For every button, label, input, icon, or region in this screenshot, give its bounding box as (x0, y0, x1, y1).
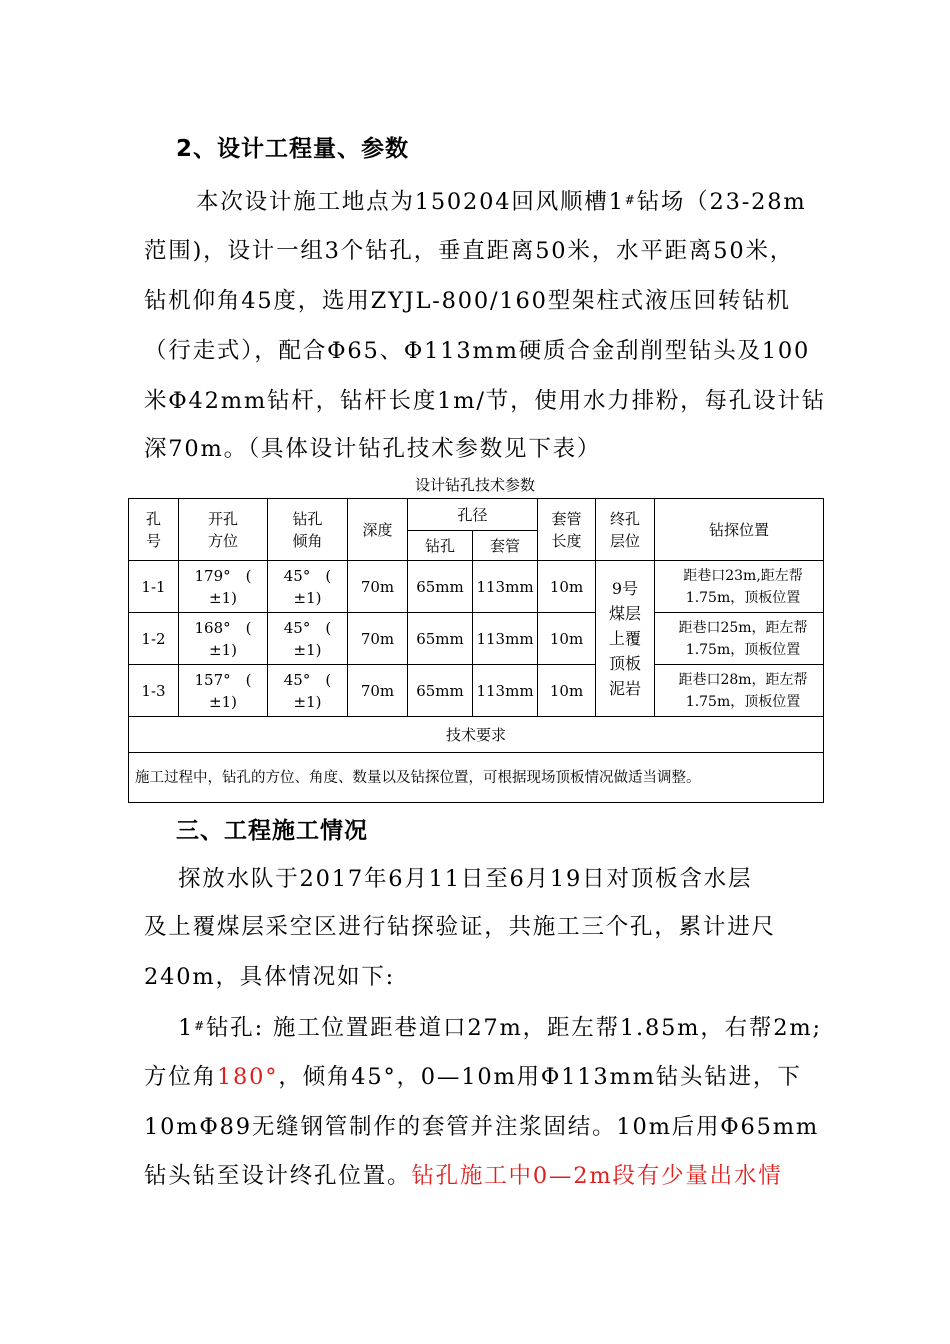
header-final-layer: 终孔 层位 (596, 499, 655, 561)
paragraph-line: 及上覆煤层采空区进行钻探验证，共施工三个孔，累计进尺 (144, 914, 776, 940)
paragraph-line: 240m，具体情况如下: (144, 964, 395, 990)
table-row (129, 561, 824, 613)
header-depth: 深度 (348, 499, 408, 561)
cell-casing-length: 10m (538, 665, 596, 717)
header-azimuth: 开孔 方位 (179, 499, 268, 561)
header-location: 钻探位置 (655, 499, 824, 561)
cell-azimuth: 168° ( ±1) (179, 613, 268, 665)
table-row (129, 613, 824, 665)
cell-casing-dia: 113mm (473, 665, 538, 717)
cell-drill-dia: 65mm (408, 561, 473, 613)
paragraph-line: 方位角180°，倾角45°，0—10m用Φ113mm钻头钻进，下 (144, 1064, 802, 1090)
paragraph-line: 探放水队于2017年6月11日至6月19日对顶板含水层 (178, 866, 753, 892)
cell-casing-length: 10m (538, 613, 596, 665)
cell-casing-dia: 113mm (473, 613, 538, 665)
cell-location: 距巷口23m,距左帮 1.75m，顶板位置 (655, 561, 824, 613)
cell-drill-dia: 65mm (408, 665, 473, 717)
paragraph-line: （行走式），配合Φ65、Φ113mm硬质合金刮削型钻头及100 (144, 338, 811, 364)
paragraph-line: 10mΦ89无缝钢管制作的套管并注浆固结。10m后用Φ65mm (144, 1114, 820, 1140)
header-inclination: 钻孔 倾角 (268, 499, 348, 561)
cell-location: 距巷口28m，距左帮 1.75m，顶板位置 (655, 665, 824, 717)
cell-casing-dia: 113mm (473, 561, 538, 613)
cell-casing-length: 10m (538, 561, 596, 613)
section-heading: 2、设计工程量、参数 (176, 136, 410, 162)
tech-requirements-text: 施工过程中，钻孔的方位、角度、数量以及钻探位置，可根据现场顶板情况做适当调整。 (129, 753, 824, 803)
cell-inclination: 45° ( ±1) (268, 665, 348, 717)
cell-depth: 70m (348, 613, 408, 665)
cell-depth: 70m (348, 561, 408, 613)
cell-hole-no: 1-1 (129, 561, 179, 613)
paragraph-line: 范围)，设计一组3个钻孔，垂直距离50米，水平距离50米， (144, 238, 795, 264)
paragraph-line: 米Φ42mm钻杆，钻杆长度1m/节，使用水力排粉，每孔设计钻 (144, 388, 826, 414)
header-hole-no: 孔 号 (129, 499, 179, 561)
header-diameter: 孔径 (408, 499, 538, 531)
cell-hole-no: 1-2 (129, 613, 179, 665)
cell-hole-no: 1-3 (129, 665, 179, 717)
header-diameter-drill: 钻孔 (408, 531, 473, 561)
highlight-red-text: 180° (216, 1064, 279, 1090)
cell-azimuth: 179° ( ±1) (179, 561, 268, 613)
cell-inclination: 45° ( ±1) (268, 613, 348, 665)
paragraph-line: 钻头钻至设计终孔位置。钻孔施工中0—2m段有少量出水情 (144, 1163, 783, 1189)
cell-depth: 70m (348, 665, 408, 717)
header-casing-length: 套管 长度 (538, 499, 596, 561)
tech-requirements-label: 技术要求 (129, 717, 824, 753)
paragraph-line: 钻机仰角45度，选用ZYJL-800/160型架柱式液压回转钻机 (144, 288, 791, 314)
table-caption: 设计钻孔技术参数 (414, 476, 535, 494)
cell-azimuth: 157° ( ±1) (179, 665, 268, 717)
drill-parameters-table (128, 498, 824, 803)
paragraph-line: 1#钻孔: 施工位置距巷道口27m，距左帮1.85m，右帮2m; (178, 1015, 822, 1041)
cell-location: 距巷口25m，距左帮 1.75m，顶板位置 (655, 613, 824, 665)
table-row (129, 665, 824, 717)
cell-inclination: 45° ( ±1) (268, 561, 348, 613)
paragraph-line: 本次设计施工地点为150204回风顺槽1#钻场（23-28m (196, 189, 807, 215)
cell-drill-dia: 65mm (408, 613, 473, 665)
header-diameter-casing: 套管 (473, 531, 538, 561)
section-heading: 三、工程施工情况 (176, 818, 368, 844)
highlight-red-text: 钻孔施工中0—2m段有少量出水情 (411, 1163, 783, 1189)
cell-final-layer: 9号 煤层 上覆 顶板 泥岩 (596, 561, 655, 717)
paragraph-line: 深70m。（具体设计钻孔技术参数见下表） (144, 436, 602, 462)
